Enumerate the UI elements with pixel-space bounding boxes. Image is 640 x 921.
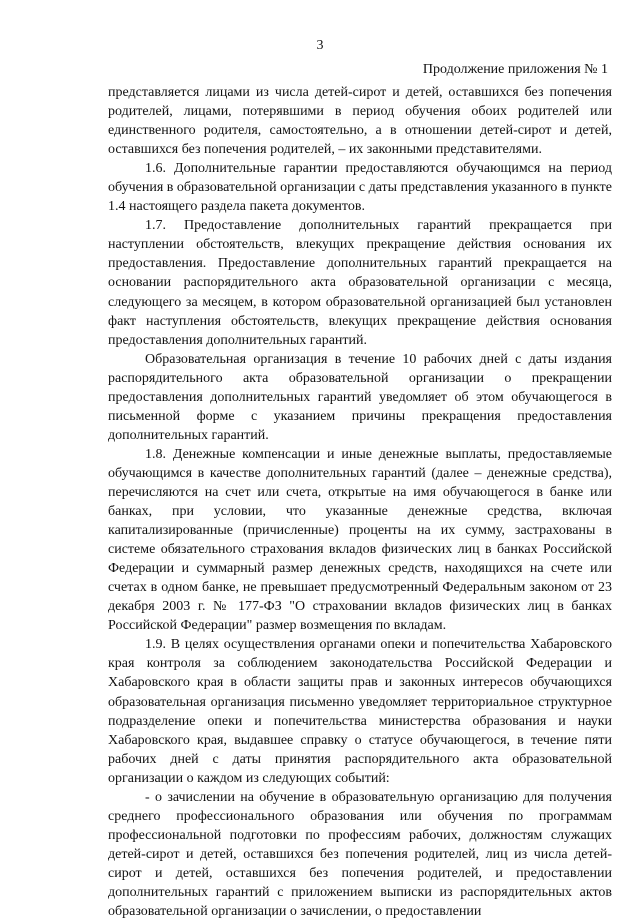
paragraph-1-9: 1.9. В целях осуществления органами опеки и попечительства Хабаровского края контроля за соблюдением законодательства Российской Федерации и Хабаровского края в области защиты прав и законных интересов обучающихся образовательная организация письменно уведомляет территориальное структурное подразделение опеки и попечительства министерства образования и науки Хабаровского края, выдавшее справку о статусе обучающегося, в течение пяти рабочих дней с даты принятия распорядительного акта образовательной организации о каждом из следующих событий: [108, 637, 612, 786]
paragraph-1-8: 1.8. Денежные компенсации и иные денежные выплаты, предоставляемые обучающимся в качестве дополнительных гарантий (далее – денежные средства), перечисляются на счет или счета, открытые на имя обучающегося в банке или банках, при условии, что указанные денежные средства, включая капитализированные (причисленные) проценты на их сумму, застрахованы в системе обязательного страхования вкладов физических лиц в банках Российской Федерации и суммарный размер денежных средств, находящихся на счете или счетах в одном банке, не превышает предусмотренный Федеральным законом от 23 декабря 2003 г. № 177-ФЗ "О страховании вкладов физических лиц в банках Российской Федерации" размер возмещения по вкладам. [108, 446, 612, 634]
paragraph-continued: представляется лицами из числа детей-сирот и детей, оставшихся без попечения родителей, лицами, потерявшими в период обучения обоих родителей или единственного родителя, самостоятельно, а в отношении детей-сирот и детей, оставшихся без попечения родителей, – их законными представителями. [108, 85, 612, 158]
paragraph-notification: Образовательная организация в течение 10 рабочих дней с даты издания распорядительного акта образовательной организации о прекращении предоставления дополнительных гарантий уведомляет об этом обучающегося в письменной форме с указанием причины прекращения предоставления дополнительных гарантий. [108, 351, 612, 443]
document-body [108, 83, 612, 921]
continuation-label: Продолжение приложения № 1 [422, 62, 608, 77]
page-number: 3 [316, 38, 324, 53]
paragraph-1-7: 1.7. Предоставление дополнительных гарантий прекращается при наступлении обстоятельств, влекущих прекращение действия основания их предоставления. Предоставление дополнительных гарантий прекращается на основании распорядительного акта образовательной организации с месяца, следующего за месяцем, в котором образовательной организацией был установлен факт наступления обстоятельств, влекущих прекращение действия основания предоставления дополнительных гарантий. [108, 218, 612, 348]
list-item-enrollment: - о зачислении на обучение в образовательную организацию для получения среднего профессионального образования или обучения по программам профессиональной подготовки по профессиям рабочих, должностям служащих детей-сирот и детей, оставшихся без попечения родителей, лиц из числа детей-сирот и детей, оставшихся без попечения родителей, и предоставлении дополнительных гарантий с приложением выписки из распорядительных актов образовательной организации о зачислении, о предоставлении [108, 789, 612, 920]
paragraph-1-6: 1.6. Дополнительные гарантии предоставляются обучающимся на период обучения в образовательной организации с даты представления указанного в пункте 1.4 настоящего раздела пакета документов. [108, 161, 612, 215]
